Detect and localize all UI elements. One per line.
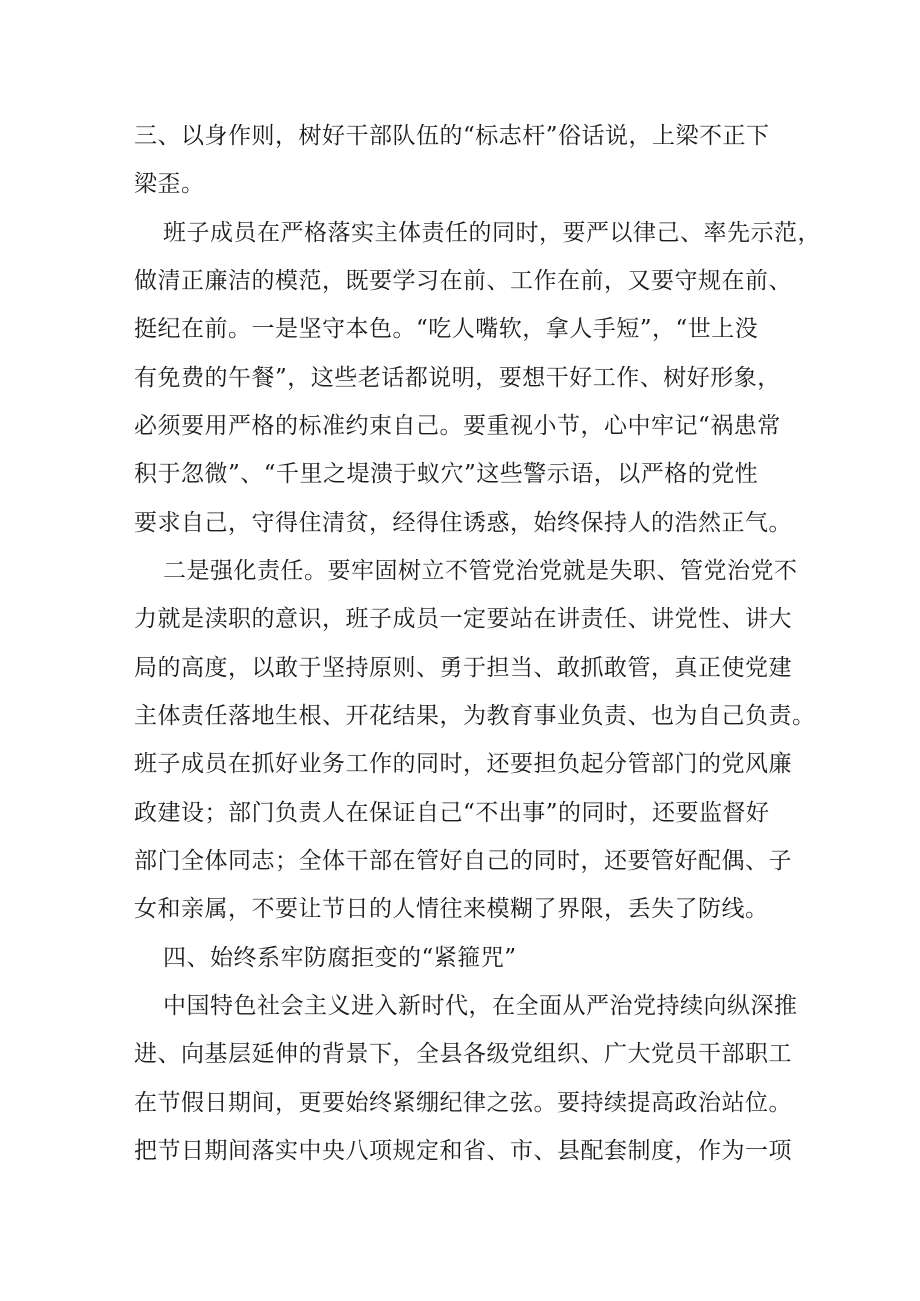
text-line: 局的高度，以敢于坚持原则、勇于担当、敢抓敢管，真正使党建 <box>134 655 792 681</box>
heading-section-3: 三、以身作则，树好干部队伍的“标志杆”俗话说，上梁不正下 <box>134 123 770 149</box>
paragraph-start: 班子成员在严格落实主体责任的同时，要严以律己、率先示范， <box>163 220 821 246</box>
text-line: 部门全体同志；全体干部在管好自己的同时，还要管好配偶、子 <box>134 848 792 874</box>
heading-section-4: 四、始终系牢防腐拒变的“紧箍咒” <box>163 945 517 971</box>
text-line: 把节日期间落实中央八项规定和省、市、县配套制度，作为一项 <box>134 1138 792 1164</box>
text-line: 政建设；部门负责人在保证自己“不出事”的同时，还要监督好 <box>134 800 770 826</box>
text-line: 女和亲属，不要让节日的人情往来模糊了界限，丢失了防线。 <box>134 896 769 922</box>
text-line: 做清正廉洁的模范，既要学习在前、工作在前，又要守规在前、 <box>134 268 792 294</box>
text-line: 必须要用严格的标准约束自己。要重视小节，心中牢记“祸患常 <box>134 413 781 439</box>
text-line: 要求自己，守得住清贫，经得住诱惑，始终保持人的浩然正气。 <box>134 510 792 536</box>
text-line: 进、向基层延伸的背景下，全县各级党组织、广大党员干部职工 <box>134 1041 792 1067</box>
text-line: 有免费的午餐”，这些老话都说明，要想干好工作、树好形象， <box>134 365 781 391</box>
text-line: 主体责任落地生根、开花结果，为教育事业负责、也为自己负责。 <box>134 703 816 729</box>
paragraph-start: 中国特色社会主义进入新时代，在全面从严治党持续向纵深推 <box>163 993 798 1019</box>
text-line: 梁歪。 <box>134 171 205 197</box>
text-line: 在节假日期间，更要始终紧绷纪律之弦。要持续提高政治站位。 <box>134 1090 792 1116</box>
paragraph-start: 二是强化责任。要牢固树立不管党治党就是失职、管党治党不 <box>163 558 798 584</box>
text-line: 班子成员在抓好业务工作的同时，还要担负起分管部门的党风廉 <box>134 751 792 777</box>
text-line: 力就是渎职的意识，班子成员一定要站在讲责任、讲党性、讲大 <box>134 606 792 632</box>
text-line: 积于忽微”、“千里之堤溃于蚁穴”这些警示语，以严格的党性 <box>134 461 759 487</box>
text-line: 挺纪在前。一是坚守本色。“吃人嘴软，拿人手短”，“世上没 <box>134 316 759 342</box>
